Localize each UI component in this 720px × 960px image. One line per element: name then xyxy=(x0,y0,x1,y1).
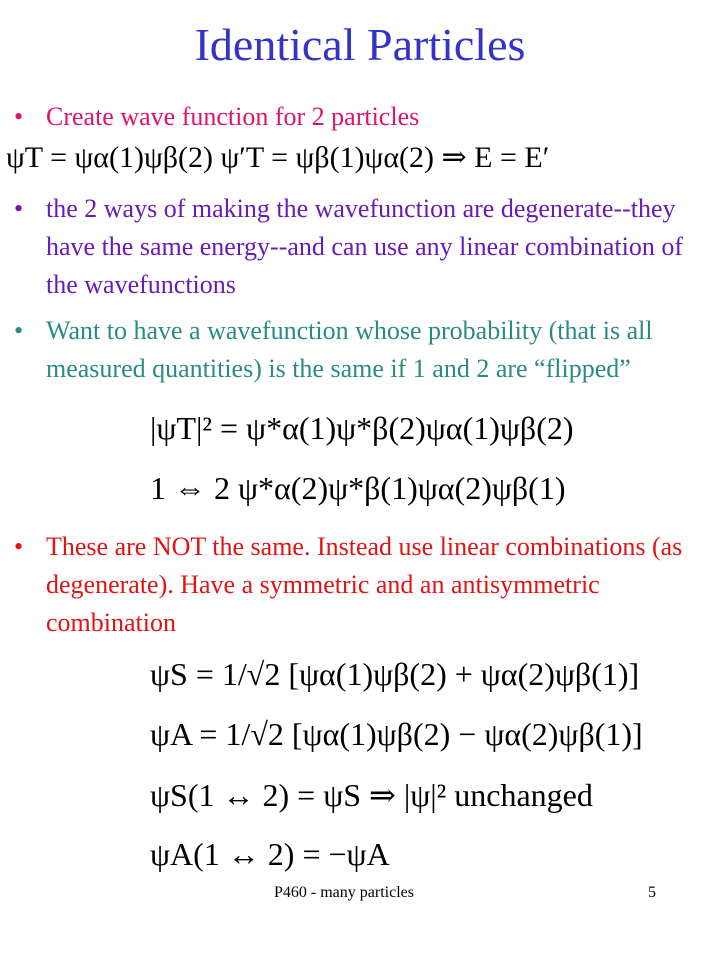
equation-5 xyxy=(150,716,643,753)
equation-7 xyxy=(150,836,390,873)
equation-1-text: ψT = ψα(1)ψβ(2) ψ′T = ψβ(1)ψα(2) ⇒ E = E′ xyxy=(6,141,550,174)
slide-title: Identical Particles xyxy=(194,19,526,70)
bullet-1 xyxy=(0,98,720,138)
bullet-2 xyxy=(0,190,720,310)
equation-2 xyxy=(150,410,574,447)
equation-6 xyxy=(150,776,593,814)
bullet-dot: • xyxy=(14,102,24,131)
bullet-dot: • xyxy=(14,532,24,561)
footer-page-number: 5 xyxy=(648,884,656,901)
bullet-4 xyxy=(0,528,720,648)
equation-7-text: ψA(1 ↔ 2) = −ψA xyxy=(150,836,390,872)
footer-course: P460 - many particles xyxy=(274,884,414,901)
equation-4-text: ψS = 1/√2 [ψα(1)ψβ(2) + ψα(2)ψβ(1)] xyxy=(150,656,640,692)
bullet-3-text: Want to have a wavefunction whose probability (that is all measured quantities) is the same if 1 and 2 are “flipped” xyxy=(46,316,653,383)
equation-5-text: ψA = 1/√2 [ψα(1)ψβ(2) − ψα(2)ψβ(1)] xyxy=(150,716,643,752)
equation-1 xyxy=(6,140,549,175)
equation-3 xyxy=(150,470,565,507)
equation-2-text: |ψT|² = ψ*α(1)ψ*β(2)ψα(1)ψβ(2) xyxy=(150,410,574,446)
equation-4 xyxy=(150,656,639,693)
bullet-dot: • xyxy=(14,194,24,223)
equation-3-text: 1 ⇔ 2 ψ*α(2)ψ*β(1)ψα(2)ψβ(1) xyxy=(150,470,566,506)
equation-6-text: ψS(1 ↔ 2) = ψS ⇒ |ψ|² unchanged xyxy=(150,777,593,813)
bullet-2-text: the 2 ways of making the wavefunction are degenerate--they have the same energy--and can use any linear combination of the wavefunctions xyxy=(46,194,683,299)
bullet-dot: • xyxy=(14,316,24,345)
bullet-1-text: Create wave function for 2 particles xyxy=(46,102,420,131)
bullet-4-text: These are NOT the same. Instead use linear combinations (as degenerate). Have a symmetric and an antisymmetric combination xyxy=(46,532,683,637)
